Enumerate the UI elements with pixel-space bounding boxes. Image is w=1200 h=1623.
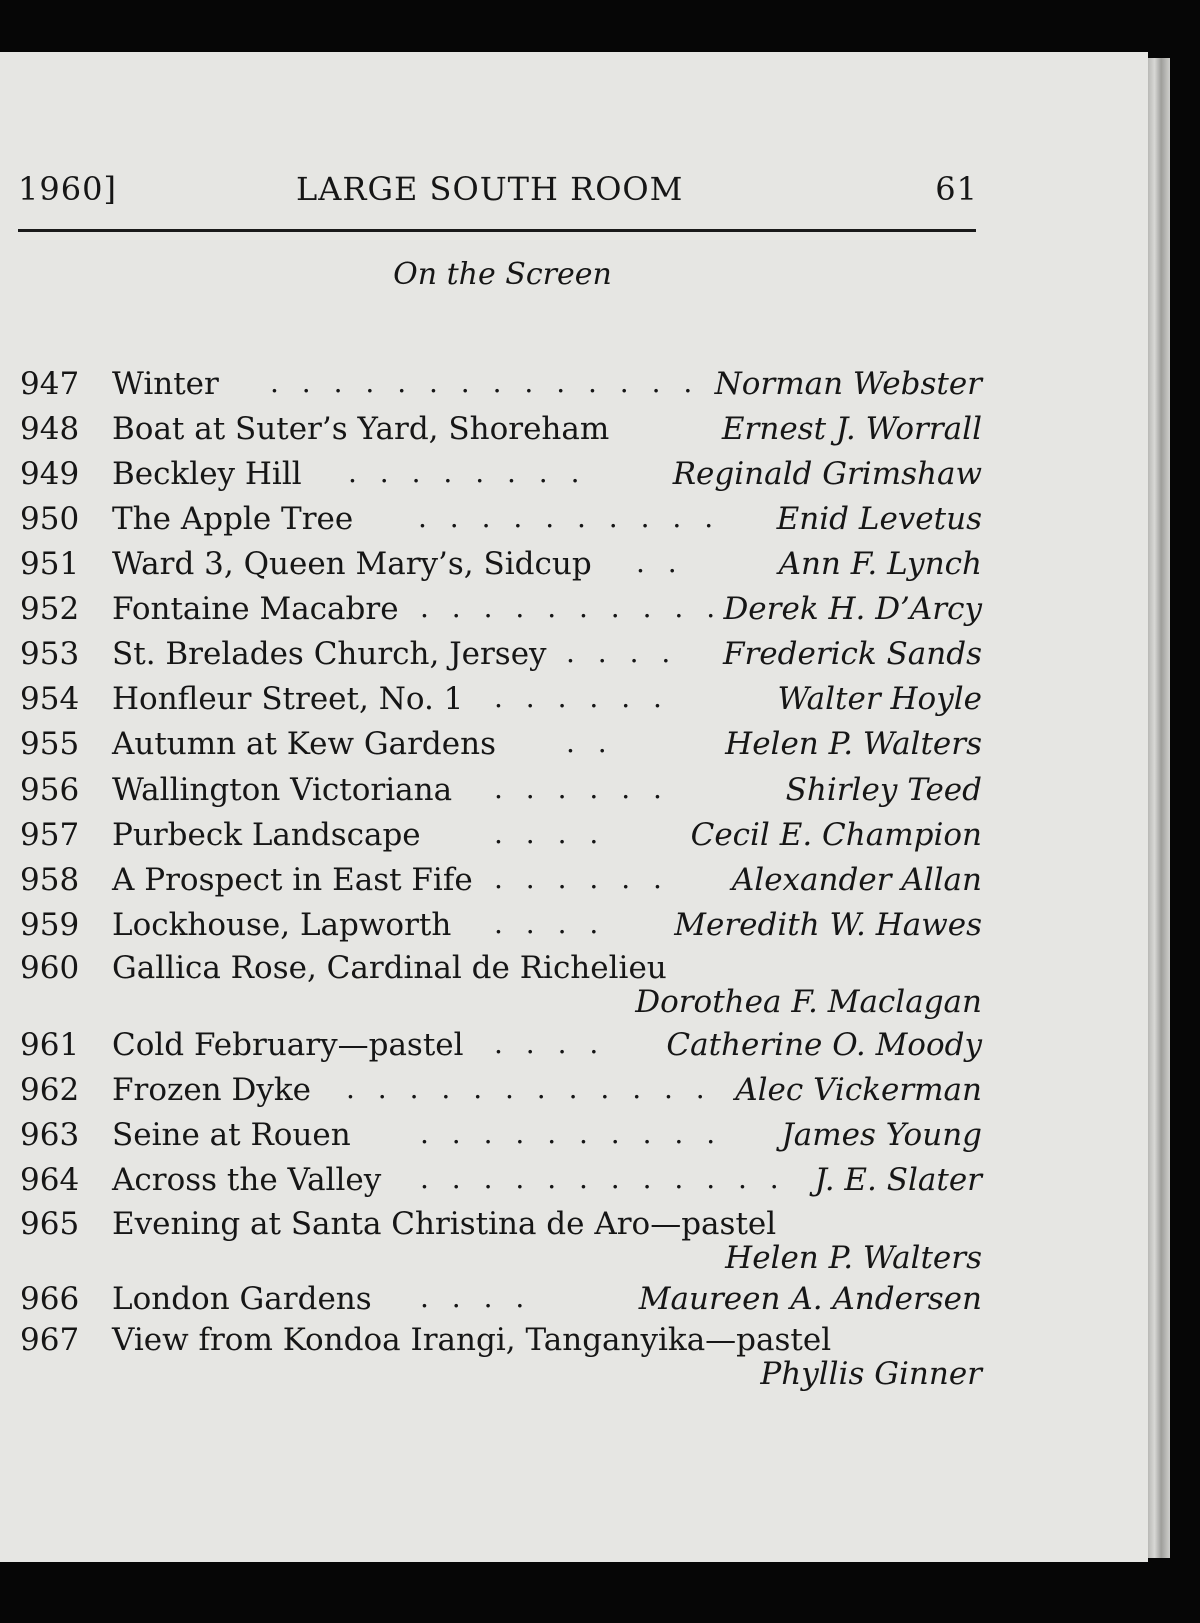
entry-artist: Helen P. Walters (725, 726, 982, 762)
entry-title: Evening at Santa Christina de Aro—pastel (112, 1206, 777, 1242)
entry-number: 950 (20, 501, 80, 537)
entry-artist: Shirley Teed (785, 772, 982, 808)
dot-leader: . . . . . . . . . . (420, 1117, 723, 1150)
catalogue-entry (0, 1072, 1148, 1116)
entry-title: Beckley Hill (112, 456, 302, 492)
entry-number: 957 (20, 817, 80, 853)
entry-title: Across the Valley (112, 1162, 382, 1198)
catalogue-entry (0, 1162, 1148, 1206)
entry-title: Purbeck Landscape (112, 817, 421, 853)
entry-title: Honfleur Street, No. 1 (112, 681, 464, 717)
catalogue-entry (0, 817, 1148, 861)
header-room-title: LARGE SOUTH ROOM (296, 170, 684, 208)
entry-number: 962 (20, 1072, 80, 1108)
catalogue-entry (0, 456, 1148, 500)
entry-number: 963 (20, 1117, 80, 1153)
catalogue-entry (0, 862, 1148, 906)
entry-artist: Norman Webster (714, 366, 982, 402)
entry-number: 951 (20, 546, 80, 582)
dot-leader: . . . . . . . . . . . . . . (270, 366, 700, 399)
catalogue-entry (0, 726, 1148, 770)
entry-title: Ward 3, Queen Mary’s, Sidcup (112, 546, 592, 582)
entry-artist: Enid Levetus (776, 501, 982, 537)
dot-leader: . . . . . . (494, 772, 669, 805)
dot-leader: . . . . . . . . . . . . (346, 1072, 712, 1105)
catalogue-entry (0, 681, 1148, 725)
header-rule (18, 229, 976, 232)
entry-title: The Apple Tree (112, 501, 354, 537)
dot-leader: . . . . (494, 1027, 606, 1060)
entry-number: 949 (20, 456, 80, 492)
dot-leader: . . . . (420, 1281, 532, 1314)
entry-artist: Catherine O. Moody (666, 1027, 982, 1063)
entry-number: 958 (20, 862, 80, 898)
dot-leader: . . . . . . . . . . . . (420, 1162, 786, 1195)
dot-leader: . . (636, 546, 684, 579)
entry-artist: Reginald Grimshaw (672, 456, 982, 492)
dot-leader: . . . . . . (494, 681, 669, 714)
entry-title: Boat at Suter’s Yard, Shoreham (112, 411, 610, 447)
dot-leader: . . (566, 726, 614, 759)
entry-artist: Alexander Allan (731, 862, 982, 898)
header-year: 1960] (18, 170, 117, 208)
entry-number: 952 (20, 591, 80, 627)
entry-artist: Ann F. Lynch (778, 546, 982, 582)
entry-artist: Cecil E. Champion (690, 817, 982, 853)
entry-artist: Maureen A. Andersen (638, 1281, 982, 1317)
catalogue-entry (0, 636, 1148, 680)
catalogue-entry (0, 546, 1148, 590)
catalogue-entry (0, 1117, 1148, 1161)
catalogue-entry (0, 591, 1148, 635)
entry-title: Wallington Victoriana (112, 772, 453, 808)
entry-title: Seine at Rouen (112, 1117, 351, 1153)
entry-number: 947 (20, 366, 80, 402)
entry-artist: Alec Vickerman (735, 1072, 982, 1108)
page-header (18, 170, 978, 220)
entry-title: A Prospect in East Fife (112, 862, 473, 898)
entry-number: 960 (20, 950, 80, 986)
entry-title: St. Brelades Church, Jersey (112, 636, 547, 672)
catalogue-entry (0, 907, 1148, 951)
entry-number: 959 (20, 907, 80, 943)
entry-artist: James Young (781, 1117, 982, 1153)
dot-leader: . . . . (566, 636, 678, 669)
catalogue-page (0, 52, 1148, 1562)
page-edge (1148, 58, 1170, 1558)
header-page-number: 61 (935, 170, 978, 208)
entry-artist: Phyllis Ginner (760, 1356, 982, 1392)
entry-artist: Helen P. Walters (725, 1240, 982, 1276)
catalogue-entry (0, 366, 1148, 410)
entry-number: 966 (20, 1281, 80, 1317)
entry-artist: Walter Hoyle (777, 681, 982, 717)
entry-artist: Frederick Sands (722, 636, 982, 672)
entry-title: Gallica Rose, Cardinal de Richelieu (112, 950, 667, 986)
entry-number: 967 (20, 1322, 80, 1358)
catalogue-entry (0, 501, 1148, 545)
entry-number: 953 (20, 636, 80, 672)
entry-artist: Derek H. D’Arcy (723, 591, 982, 627)
catalogue-entry (0, 772, 1148, 816)
entry-number: 964 (20, 1162, 80, 1198)
entry-number: 956 (20, 772, 80, 808)
catalogue-entry (0, 1281, 1148, 1325)
dot-leader: . . . . (494, 907, 606, 940)
dot-leader: . . . . . . . . . . (418, 501, 721, 534)
catalogue-entry (0, 411, 1148, 455)
entry-number: 948 (20, 411, 80, 447)
dot-leader: . . . . . . . . . . (420, 591, 723, 624)
entry-artist: J. E. Slater (814, 1162, 982, 1198)
entry-number: 954 (20, 681, 80, 717)
entry-title: London Gardens (112, 1281, 372, 1317)
entry-artist: Meredith W. Hawes (674, 907, 982, 943)
entry-artist: Dorothea F. Maclagan (635, 984, 982, 1020)
entry-title: Cold February—pastel (112, 1027, 464, 1063)
dot-leader: . . . . (494, 817, 606, 850)
entry-title: Winter (112, 366, 219, 402)
entry-title: Fontaine Macabre (112, 591, 399, 627)
entry-number: 965 (20, 1206, 80, 1242)
entry-title: Lockhouse, Lapworth (112, 907, 452, 943)
entry-number: 961 (20, 1027, 80, 1063)
section-title: On the Screen (393, 257, 612, 292)
entry-title: Autumn at Kew Gardens (112, 726, 496, 762)
catalogue-entry (0, 1027, 1148, 1071)
entry-title: View from Kondoa Irangi, Tanganyika—pastel (112, 1322, 832, 1358)
dot-leader: . . . . . . . . (348, 456, 587, 489)
entry-number: 955 (20, 726, 80, 762)
entry-artist: Ernest J. Worrall (721, 411, 982, 447)
entry-title: Frozen Dyke (112, 1072, 311, 1108)
dot-leader: . . . . . . (494, 862, 669, 895)
